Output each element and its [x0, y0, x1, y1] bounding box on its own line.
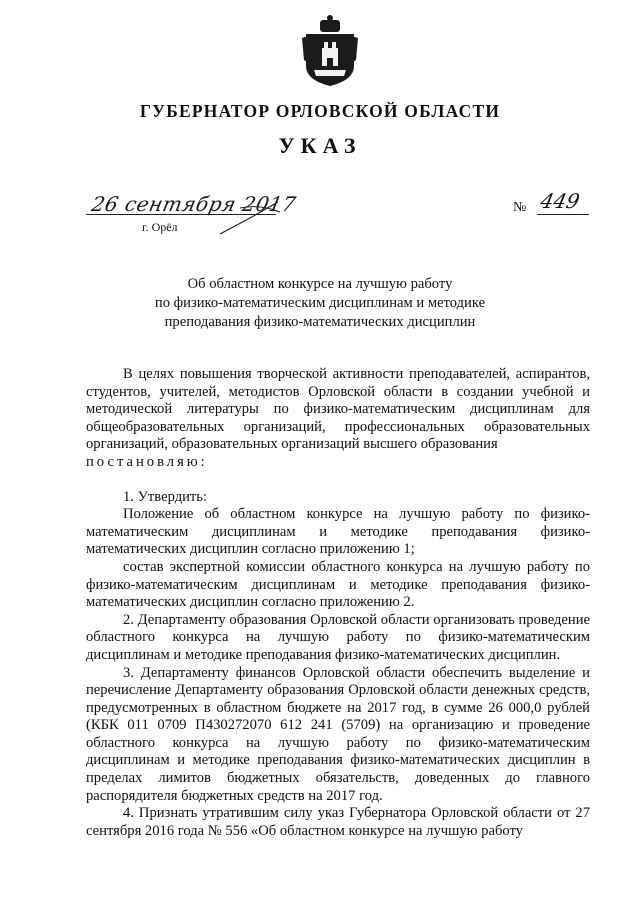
preamble-paragraph: В целях повышения творческой активности преподавателей, аспирантов, студентов, учителей, методистов Орловской области в создании учебной и методической литературы по физико-математическим дисциплинам для общеобразовательных организаций, профессиональных образовательных организаций, образовательных организаций высшего образования [86, 366, 590, 453]
clause-1: 1. Утвердить: [123, 488, 208, 505]
subject-line: Об областном конкурсе на лучшую работу [187, 276, 453, 292]
handwritten-number: 449 [538, 189, 582, 213]
issuer-title: ГУБЕРНАТОР ОРЛОВСКОЙ ОБЛАСТИ [139, 101, 501, 121]
subject-line: по физико-математическим дисциплинам и методике [154, 295, 486, 311]
decree-body [86, 366, 590, 840]
document-type: УКАЗ [278, 133, 362, 158]
clause-1b: состав экспертной комиссии областного конкурса на лучшую работу по физико-математическим дисциплинам и методике преподавания физико-математических дисциплин согласно приложению 2. [86, 558, 590, 611]
number-label: № [513, 200, 527, 215]
handwritten-date: 26 сентября 2017 [89, 192, 299, 216]
decree-word: постановляю: [86, 453, 208, 470]
city: г. Орёл [142, 220, 178, 234]
coat-of-arms-emblem [300, 14, 360, 88]
signature-scribble [180, 198, 290, 238]
clause-3: 3. Департаменту финансов Орловской области обеспечить выделение и перечисление Департаменту образования Орловской области денежных средств, предусмотренных в областном бюджете на 2017 год, в сумме 26 000,0 рублей (КБК 011 0709 П430272070 612 241 (5709) на организацию и проведение областного конкурса на лучшую работу по физико-математическим дисциплинам и методике преподавания физико-математических дисциплин в пределах лимитов бюджетных обязательств, доведенных до главного распорядителя бюджетных средств на 2017 год. [86, 664, 590, 804]
clause-4: 4. Признать утратившим силу указ Губернатора Орловской области от 27 сентября 2016 года № 556 «Об областном конкурсе на лучшую работу [86, 805, 590, 839]
subject-line: преподавания физико-математических дисциплин [164, 314, 476, 330]
clause-2: 2. Департаменту образования Орловской области организовать проведение областного конкурса на лучшую работу по физико-математическим дисциплинам и методике преподавания физико-математических дисциплин. [86, 611, 590, 663]
decree-subject [0, 275, 640, 332]
clause-1a: Положение об областном конкурсе на лучшую работу по физико-математическим дисциплинам и методике преподавания физико-математических дисциплин согласно приложению 1; [86, 506, 590, 558]
